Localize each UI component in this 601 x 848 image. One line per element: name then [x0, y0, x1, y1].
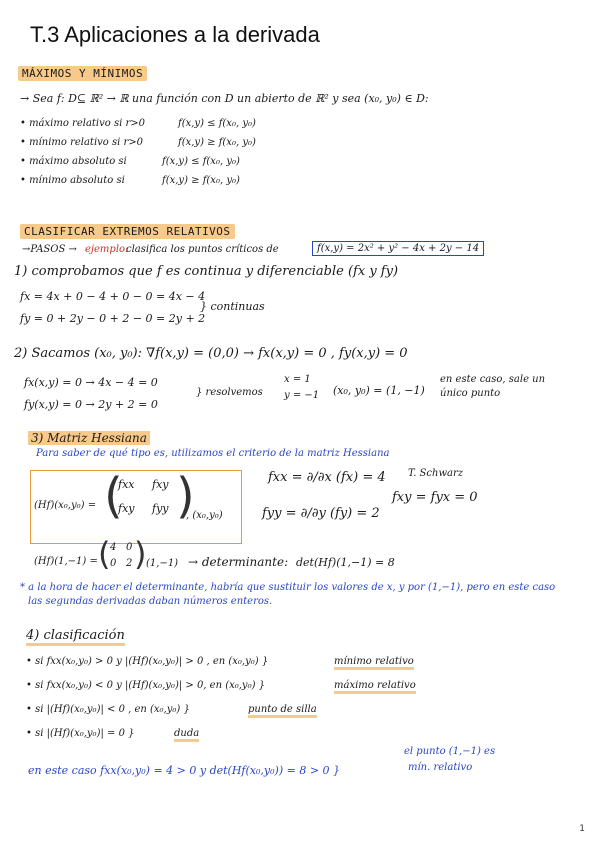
- def-label-1: • máximo relativo si r>0: [20, 118, 145, 129]
- final-conclusion: en este caso fxx(x₀,y₀) = 4 > 0 y det(Hf(x₀,y₀)) = 8 > 0 }: [28, 764, 341, 777]
- hessian-intro: Para saber de qué tipo es, utilizamos el criterio de la matriz Hessiana: [36, 448, 390, 459]
- pasos-label: →PASOS →: [22, 244, 77, 255]
- fy-line: fy = 0 + 2y − 0 + 2 − 0 = 2y + 2: [20, 312, 206, 325]
- intro-text: → Sea f: D⊆ ℝ² → ℝ una función con D un abierto de ℝ² y sea (x₀, y₀) ∈ D:: [20, 92, 429, 105]
- fxy-equality: fxy = fyx = 0: [392, 490, 478, 505]
- fx-line: fx = 4x + 0 − 4 + 0 − 0 = 4x − 4: [20, 290, 206, 303]
- note-right-1: en este caso, sale un: [440, 374, 546, 385]
- matrix-fxy-bottom: fxy: [118, 502, 135, 515]
- section-heading-clasificar: CLASIFICAR EXTREMOS RELATIVOS: [20, 224, 235, 239]
- star-note-2: las segundas derivadas daban números enteros.: [28, 596, 273, 607]
- num-matrix-bracket-right: ): [134, 535, 147, 573]
- final-note-1: el punto (1,−1) es: [404, 746, 496, 757]
- def-cond-3: f(x,y) ≤ f(x₀, y₀): [162, 156, 240, 167]
- resolvemos-label: } resolvemos: [196, 387, 263, 398]
- def-cond-1: f(x,y) ≤ f(x₀, y₀): [178, 118, 256, 129]
- num-m11: 4: [110, 542, 117, 553]
- solution-y: y = −1: [284, 390, 320, 401]
- star-note-1: * a la hora de hacer el determinante, habría que sustituir los valores de x, y por (1,−1), pero en este caso: [20, 582, 556, 593]
- determinante-label: → determinante:: [188, 555, 289, 569]
- step-3: 3) Matriz Hessiana: [28, 431, 150, 445]
- continuas-label: } continuas: [200, 300, 265, 313]
- rule-2-cond: • si fxx(x₀,y₀) < 0 y |(Hf)(x₀,y₀)| > 0, en (x₀,y₀) }: [26, 680, 266, 691]
- step-1: 1) comprobamos que f es continua y diferenciable (fx y fy): [14, 264, 399, 279]
- fyy-derivative: fyy = ∂/∂y (fy) = 2: [262, 506, 380, 521]
- ejemplo-label: ejemplo:: [85, 244, 129, 255]
- matrix-fxy-top: fxy: [152, 478, 169, 491]
- rule-4-result: duda: [174, 728, 199, 742]
- step-4: 4) clasificación: [26, 628, 125, 646]
- rule-3-result: punto de silla: [248, 704, 317, 718]
- step-2: 2) Sacamos (x₀, y₀): ∇f(x,y) = (0,0) → fx(x,y) = 0 , fy(x,y) = 0: [14, 346, 408, 361]
- rule-2-result: máximo relativo: [334, 680, 416, 694]
- note-right-2: único punto: [440, 388, 501, 399]
- hessian-num-lhs: (Hf)(1,−1) =: [34, 556, 98, 567]
- hessian-lhs: (Hf)(x₀,y₀) =: [34, 500, 97, 511]
- page-title: T.3 Aplicaciones a la derivada: [30, 22, 320, 47]
- num-m12: 0: [126, 542, 133, 553]
- example-function-box: f(x,y) = 2x² + y² − 4x + 2y − 14: [312, 241, 484, 256]
- eq-2: fy(x,y) = 0 → 2y + 2 = 0: [24, 398, 158, 411]
- num-m22: 2: [126, 558, 133, 569]
- rule-4-cond: • si |(Hf)(x₀,y₀)| = 0 }: [26, 728, 135, 739]
- ejemplo-text: clasifica los puntos críticos de: [126, 244, 279, 255]
- matrix-bracket-right: ): [176, 468, 195, 524]
- def-label-3: • máximo absoluto si: [20, 156, 127, 167]
- hessian-at: , (x₀,y₀): [186, 510, 223, 521]
- matrix-fyy: fyy: [152, 502, 169, 515]
- section-heading-max-min: MÁXIMOS Y MÍNIMOS: [18, 66, 147, 81]
- def-label-2: • mínimo relativo si r>0: [20, 137, 144, 148]
- rule-3-cond: • si |(Hf)(x₀,y₀)| < 0 , en (x₀,y₀) }: [26, 704, 190, 715]
- rule-1-cond: • si fxx(x₀,y₀) > 0 y |(Hf)(x₀,y₀)| > 0 , en (x₀,y₀) }: [26, 656, 269, 667]
- final-note-2: mín. relativo: [408, 762, 473, 773]
- def-cond-4: f(x,y) ≥ f(x₀, y₀): [162, 175, 240, 186]
- schwarz-label: T. Schwarz: [408, 468, 464, 479]
- page-number: 1: [579, 824, 585, 834]
- num-m21: 0: [110, 558, 117, 569]
- hessian-num-at: (1,−1): [146, 558, 179, 569]
- def-cond-2: f(x,y) ≥ f(x₀, y₀): [178, 137, 256, 148]
- def-label-4: • mínimo absoluto si: [20, 175, 125, 186]
- critical-point: (x₀, y₀) = (1, −1): [333, 384, 425, 397]
- num-matrix-bracket-left: (: [98, 535, 111, 573]
- rule-1-result: mínimo relativo: [334, 656, 414, 670]
- eq-1: fx(x,y) = 0 → 4x − 4 = 0: [24, 376, 158, 389]
- matrix-fxx: fxx: [118, 478, 135, 491]
- det-value: det(Hf)(1,−1) = 8: [296, 556, 395, 569]
- fxx-derivative: fxx = ∂/∂x (fx) = 4: [268, 470, 386, 485]
- solution-x: x = 1: [284, 374, 311, 385]
- matrix-bracket-left: (: [104, 468, 123, 524]
